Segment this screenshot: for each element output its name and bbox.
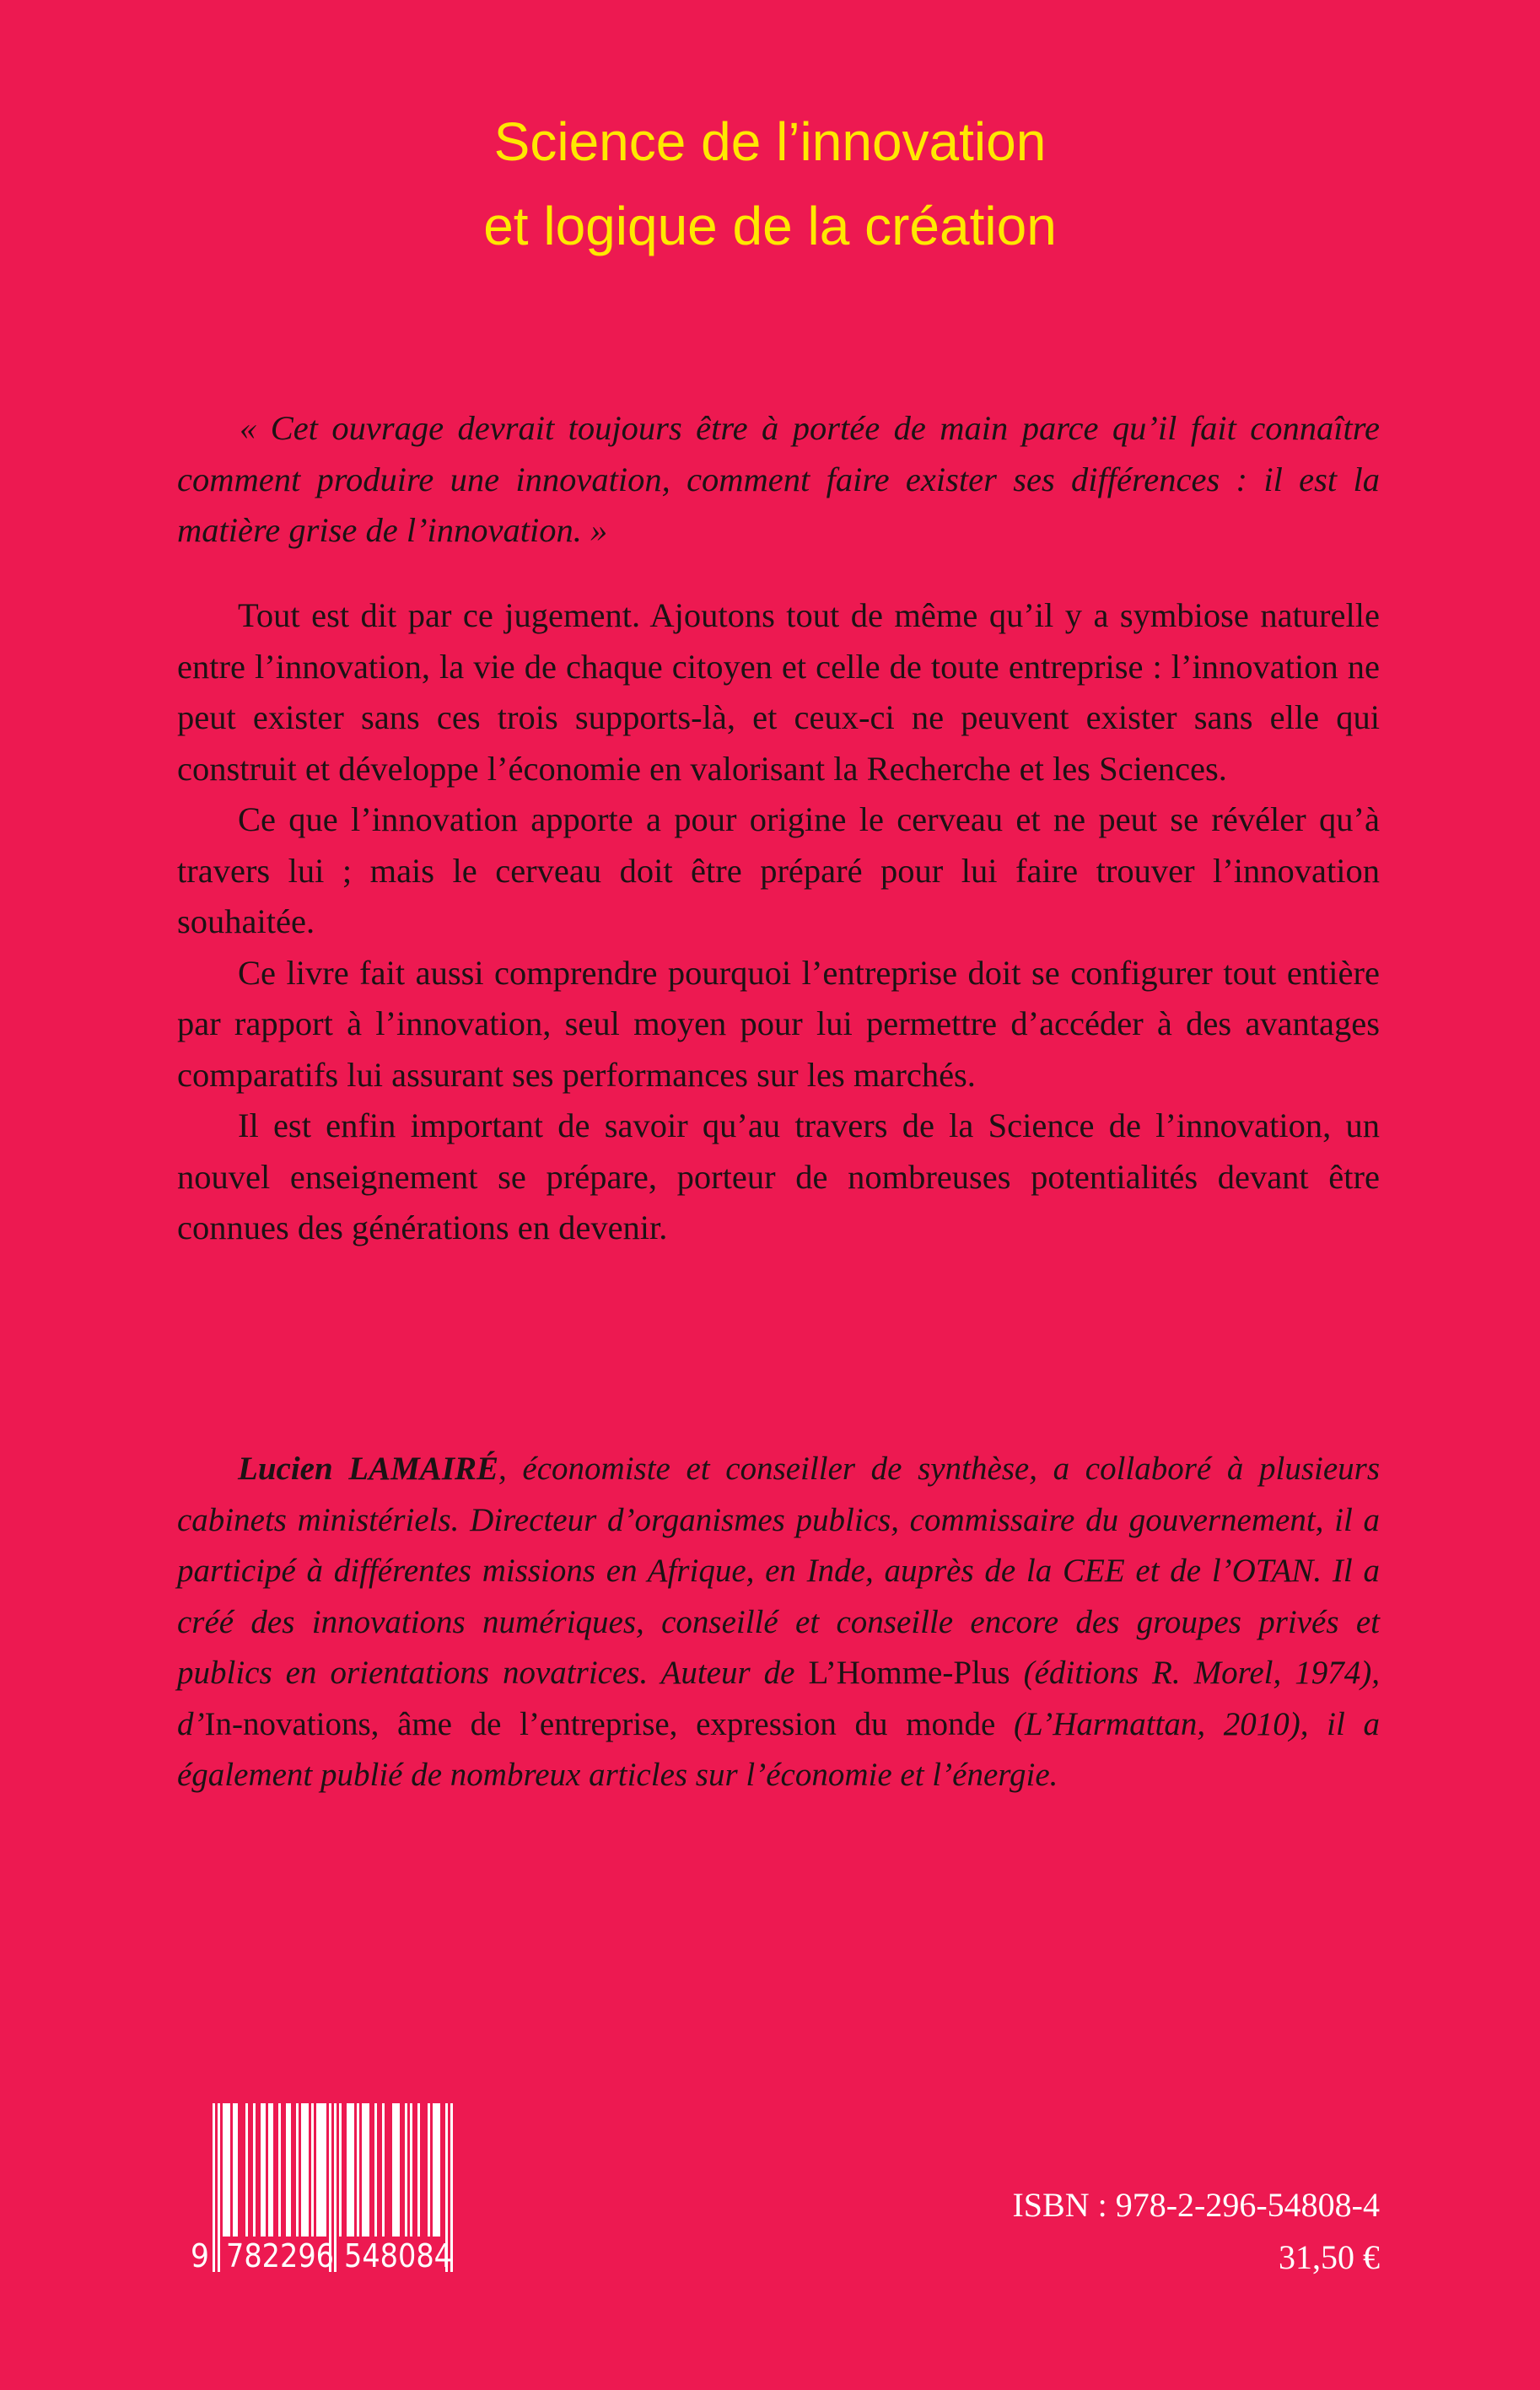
barcode-bar xyxy=(261,2103,263,2237)
barcode-bar xyxy=(367,2103,369,2237)
barcode-bar xyxy=(374,2103,377,2237)
barcode-bar xyxy=(253,2103,256,2237)
barcode-bar xyxy=(405,2103,407,2237)
barcode-bar xyxy=(339,2103,342,2237)
book-title-2: In-novations, âme de l’entreprise, expression du monde xyxy=(204,1705,996,1742)
pull-quote: « Cet ouvrage devrait toujours être à portée de main parce qu’il fait connaître comment produire une innovation, comment faire exister ses différences : il est la matière grise de l’innovation. » xyxy=(177,409,1380,549)
barcode-bar xyxy=(223,2103,225,2237)
barcode-bar xyxy=(382,2103,385,2237)
barcode-bar xyxy=(362,2103,364,2237)
barcode-bar xyxy=(278,2103,281,2237)
bio-text: (L’Harmattan, 2010), il a également publié de nombreux articles sur l’économie et l’énergie. xyxy=(177,1705,1380,1793)
price: 31,50 € xyxy=(1279,2238,1380,2276)
barcode-bar xyxy=(395,2103,397,2237)
barcode-bar xyxy=(316,2103,319,2237)
barcode-bar xyxy=(268,2103,271,2237)
barcode-bar xyxy=(433,2103,435,2237)
barcode-bar xyxy=(397,2103,400,2237)
barcode-bar xyxy=(392,2103,395,2237)
barcode-bar xyxy=(263,2103,266,2237)
barcode-bar xyxy=(319,2103,321,2237)
barcode-bar xyxy=(213,2103,215,2272)
blurb-body xyxy=(177,590,1380,1254)
barcode-bar xyxy=(301,2103,304,2237)
barcode-bar xyxy=(438,2103,440,2237)
book-title-1: L’Homme-Plus xyxy=(808,1655,1010,1691)
author-bio xyxy=(177,1444,1380,1801)
barcode-bar xyxy=(245,2103,248,2237)
paragraph: Ce livre fait aussi comprendre pourquoi l’entreprise doit se configurer tout entière par rapport à l’innovation, seul moyen pour lui permettre d’accéder à des avantages comparatifs lui assurant ses performances sur les marchés. xyxy=(177,953,1380,1094)
barcode-bar xyxy=(364,2103,367,2237)
bio-text: , économiste et conseiller de synthèse, a collaboré à plusieurs cabinets ministériels. Directeur d’organismes publics, commissaire du gouvernement, il a participé à différentes missions en Afrique, en Inde, auprès de la CEE et de l’OTAN. Il a créé des innovations numériques, conseillé et conseille encore des groupes privés et publics en orientations novatrices. Auteur de xyxy=(177,1451,1381,1691)
barcode-bar xyxy=(428,2103,430,2237)
bio-text: (éditions R. Morel, 1974), d’ xyxy=(177,1655,1380,1742)
barcode-bar xyxy=(225,2103,228,2237)
barcode-bar xyxy=(417,2103,420,2237)
isbn: ISBN : 978-2-296-54808-4 xyxy=(1012,2186,1380,2224)
barcode-bar xyxy=(271,2103,273,2237)
barcode-bar xyxy=(296,2103,299,2237)
barcode-right-digits: 548084 xyxy=(344,2237,452,2272)
barcode-bar xyxy=(306,2103,309,2237)
barcode-bar xyxy=(324,2103,326,2237)
barcode-bar xyxy=(349,2103,352,2237)
barcode-left-digits: 782296 xyxy=(226,2237,334,2272)
book-title xyxy=(0,100,1540,268)
isbn-price-block xyxy=(1012,2179,1380,2284)
barcode-bar xyxy=(218,2103,220,2272)
author-name: Lucien LAMAIRÉ xyxy=(238,1451,499,1487)
barcode-bar xyxy=(435,2103,438,2237)
paragraph: Tout est dit par ce jugement. Ajoutons tout de même qu’il y a symbiose naturelle entre l’innovation, la vie de chaque citoyen et celle de toute entreprise : l’innovation ne peut exister sans ces trois supports-là, et ceux-ci ne peuvent exister sans elle qui construit et développe l’économie en valorisant la Recherche et les Sciences. xyxy=(177,596,1380,788)
barcode-bar xyxy=(347,2103,349,2237)
barcode-bar xyxy=(334,2103,337,2272)
barcode-bar xyxy=(288,2103,291,2237)
barcode-bar xyxy=(352,2103,354,2237)
title-line-2: et logique de la création xyxy=(483,196,1057,256)
barcode-bar xyxy=(321,2103,324,2237)
title-line-1: Science de l’innovation xyxy=(493,111,1047,172)
barcode-first-digit: 9 xyxy=(191,2237,209,2272)
barcode-bar xyxy=(233,2103,235,2237)
barcode-bar xyxy=(228,2103,230,2237)
paragraph: Ce que l’innovation apporte a pour origine le cerveau et ne peut se révéler qu’à travers lui ; mais le cerveau doit être préparé pour lui faire trouver l’innovation souhaitée. xyxy=(177,800,1380,940)
barcode-bar xyxy=(286,2103,288,2237)
barcode-bar xyxy=(304,2103,306,2237)
barcode xyxy=(191,2103,469,2272)
barcode-bar xyxy=(235,2103,238,2237)
barcode-bar xyxy=(410,2103,412,2237)
paragraph: Il est enfin important de savoir qu’au travers de la Science de l’innovation, un nouvel enseignement se prépare, porteur de nombreuses potentialités devant être connues des générations en devenir. xyxy=(177,1106,1380,1246)
barcode-bar xyxy=(311,2103,314,2237)
barcode-bar xyxy=(357,2103,359,2237)
